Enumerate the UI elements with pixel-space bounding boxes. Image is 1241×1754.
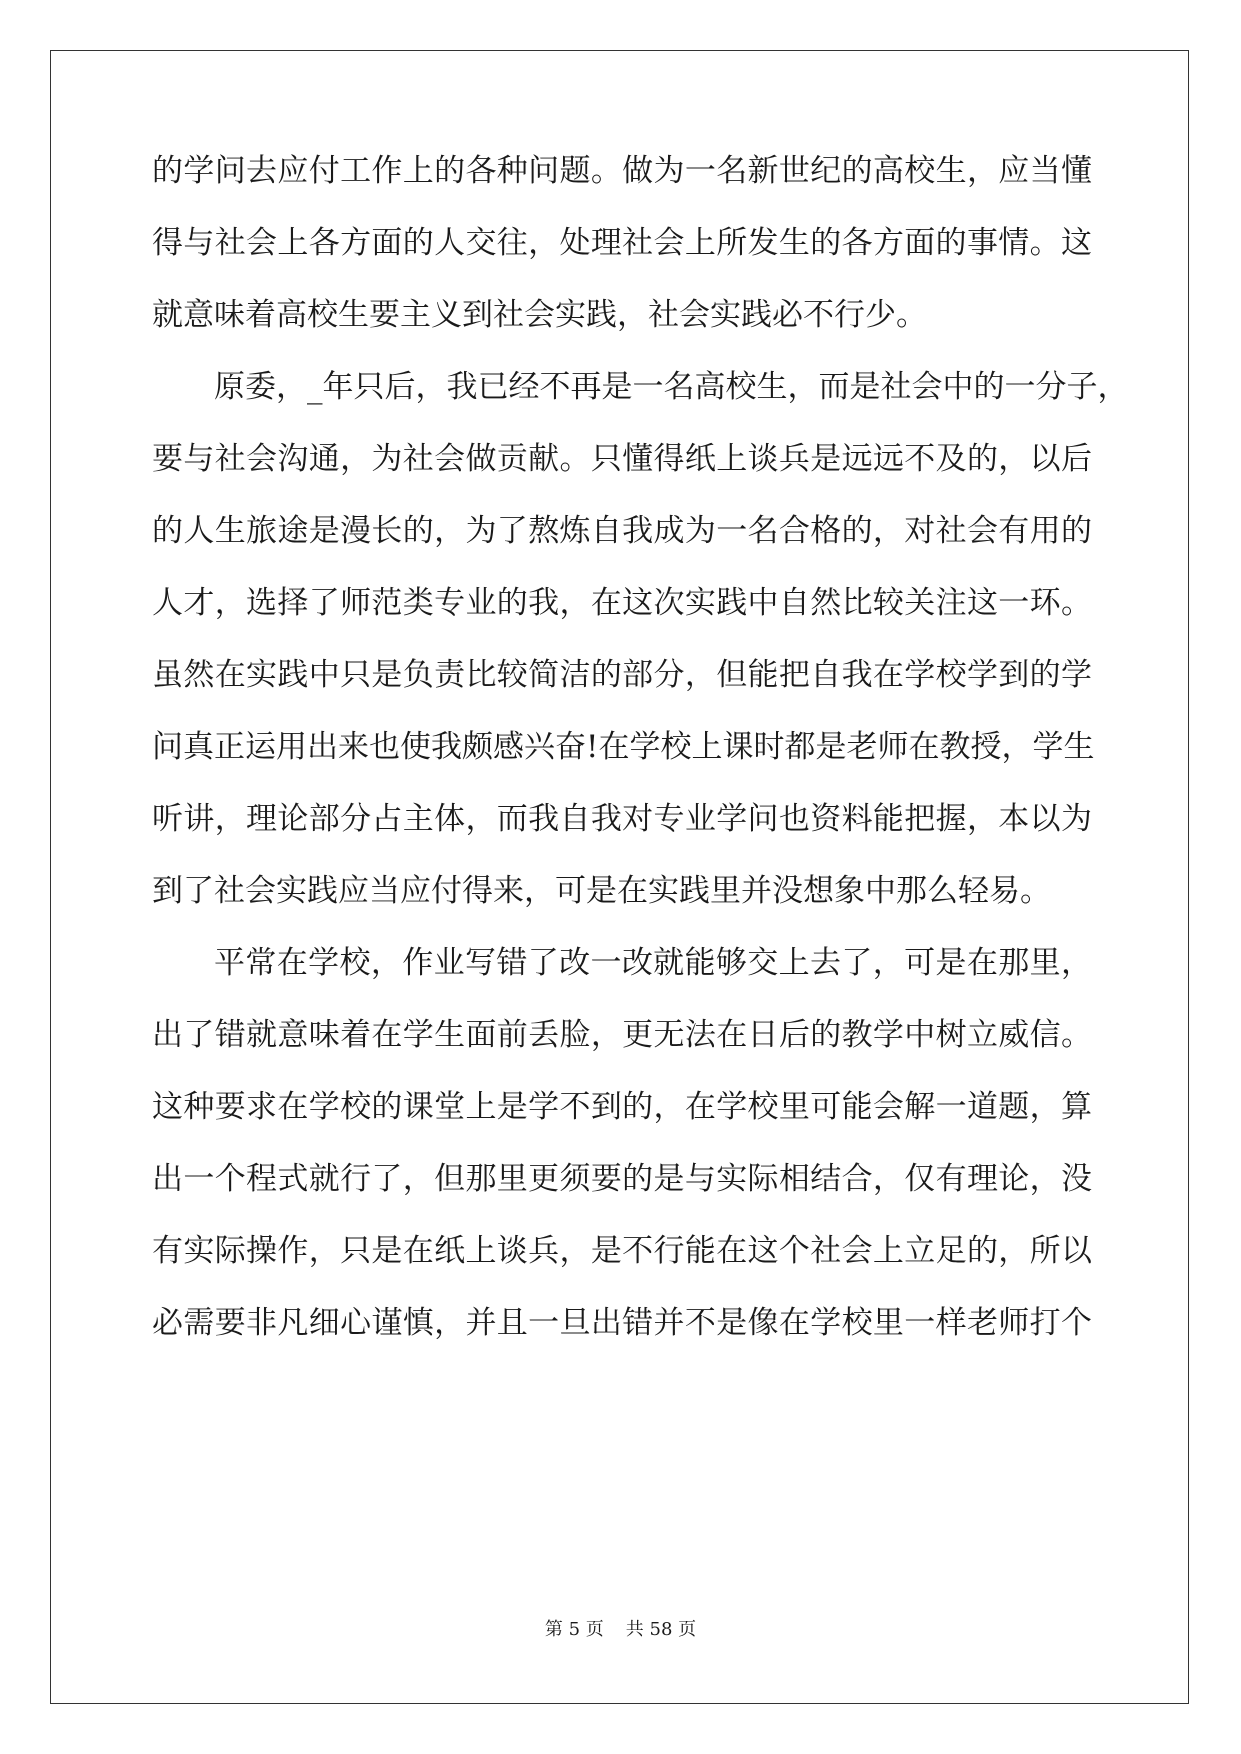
text-line: 要与社会沟通，为社会做贡献。只懂得纸上谈兵是远远不及的，以后 — [152, 441, 1092, 477]
text-line: 问真正运用出来也使我颇感兴奋!在学校上课时都是老师在教授，学生 — [152, 729, 1095, 765]
text-line: 必需要非凡细心谨慎，并且一旦出错并不是像在学校里一样老师打个 — [152, 1305, 1092, 1341]
text-line: 的学问去应付工作上的各种问题。做为一名新世纪的高校生，应当懂 — [152, 153, 1092, 189]
text-line: 有实际操作，只是在纸上谈兵，是不行能在这个社会上立足的，所以 — [152, 1233, 1092, 1269]
page-total: 共 58 页 — [625, 1619, 697, 1640]
text-line: 的人生旅途是漫长的，为了熬炼自我成为一名合格的，对社会有用的 — [152, 513, 1092, 549]
text-line: 这种要求在学校的课堂上是学不到的，在学校里可能会解一道题，算 — [152, 1089, 1092, 1125]
text-line: 听讲，理论部分占主体，而我自我对专业学问也资料能把握，本以为 — [152, 801, 1092, 837]
page-number: 第 5 页 — [544, 1619, 604, 1640]
text-line: 人才，选择了师范类专业的我，在这次实践中自然比较关注这一环。 — [152, 585, 1092, 621]
text-line: 平常在学校，作业写错了改一改就能够交上去了，可是在那里， — [214, 945, 1092, 981]
text-line: 虽然在实践中只是负责比较简洁的部分，但能把自我在学校学到的学 — [152, 657, 1092, 693]
text-line: 就意味着高校生要主义到社会实践，社会实践必不行少。 — [152, 297, 927, 333]
text-line: 原委，_年只后，我已经不再是一名高校生，而是社会中的一分子， — [214, 369, 1129, 405]
text-line: 到了社会实践应当应付得来，可是在实践里并没想象中那么轻易。 — [152, 873, 1051, 909]
text-line: 出一个程式就行了，但那里更须要的是与实际相结合，仅有理论，没 — [152, 1161, 1092, 1197]
text-line: 出了错就意味着在学生面前丢脸，更无法在日后的教学中树立威信。 — [152, 1017, 1092, 1053]
page-footer — [0, 1618, 1241, 1642]
text-line: 得与社会上各方面的人交往，处理社会上所发生的各方面的事情。这 — [152, 225, 1092, 261]
